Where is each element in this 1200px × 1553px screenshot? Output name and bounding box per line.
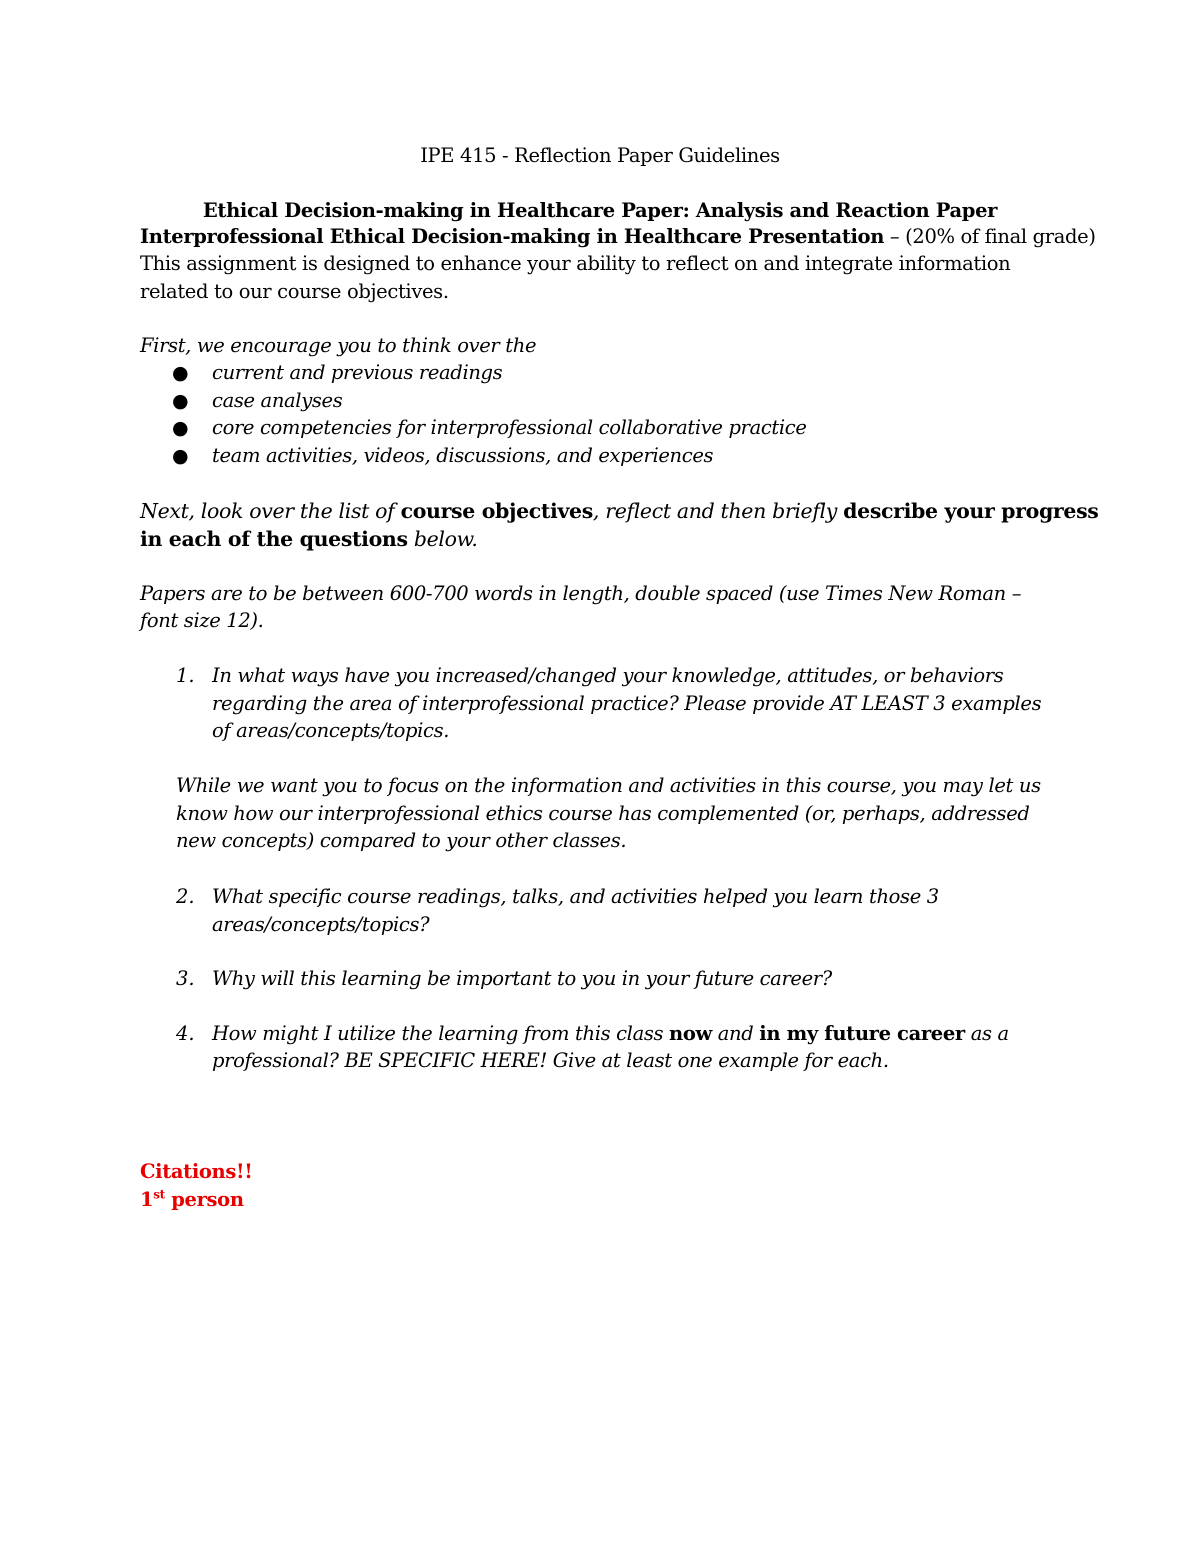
- bullet-item: case analyses: [212, 389, 343, 412]
- question-1-line-3: of areas/concepts/topics.: [212, 719, 450, 742]
- while-line-3: new concepts) compared to your other classes.: [176, 829, 627, 852]
- question-number: 3.: [176, 967, 195, 990]
- bullet-icon: ●: [172, 390, 189, 412]
- question-number: 4.: [176, 1022, 195, 1045]
- next-line-2: [140, 525, 478, 553]
- document-title: IPE 415 - Reflection Paper Guidelines: [420, 144, 780, 167]
- papers-line-1: Papers are to be between 600-700 words in length, double spaced (use Times New Roman –: [140, 582, 1022, 605]
- first-person-number: 1: [140, 1188, 154, 1211]
- question-1-line-2: regarding the area of interprofessional practice? Please provide AT LEAST 3 examples: [212, 692, 1042, 715]
- grade-weight: – (20% of final grade): [884, 225, 1096, 248]
- intro-line-1: This assignment is designed to enhance your ability to reflect on and integrate information: [140, 252, 1011, 275]
- first-lead: First, we encourage you to think over the: [140, 334, 537, 357]
- intro-line-2: related to our course objectives.: [140, 280, 449, 303]
- question-4-text: and: [711, 1022, 760, 1045]
- questions-emphasis: in each of the questions: [140, 527, 408, 551]
- question-4-line-1: [212, 1020, 1009, 1048]
- question-2-line-1: What specific course readings, talks, and activities helped you learn those 3: [212, 885, 939, 908]
- presentation-line: [140, 223, 1096, 251]
- bullet-item: current and previous readings: [212, 361, 503, 384]
- question-4-line-2: professional? BE SPECIFIC HERE! Give at least one example for each.: [212, 1049, 889, 1072]
- citations-note: Citations!!: [140, 1160, 253, 1183]
- first-person-note: [140, 1186, 244, 1214]
- question-number: 2.: [176, 885, 195, 908]
- next-line-1: [140, 497, 1098, 525]
- bullet-item: team activities, videos, discussions, and experiences: [212, 444, 714, 467]
- describe-progress-emphasis: describe your progress: [843, 499, 1099, 523]
- question-2-line-2: areas/concepts/topics?: [212, 913, 430, 936]
- bullet-item: core competencies for interprofessional collaborative practice: [212, 416, 807, 439]
- bullet-icon: ●: [172, 362, 189, 384]
- paper-subtitle: Ethical Decision-making in Healthcare Paper: Analysis and Reaction Paper: [202, 199, 998, 222]
- future-career-emphasis: in my future career: [759, 1022, 965, 1045]
- question-1-line-1: In what ways have you increased/changed your knowledge, attitudes, or behaviors: [212, 664, 1004, 687]
- papers-line-2: font size 12).: [140, 609, 264, 632]
- question-4-text: How might I utilize the learning from this class: [212, 1022, 670, 1045]
- bullet-icon: ●: [172, 417, 189, 439]
- bullet-icon: ●: [172, 445, 189, 467]
- while-line-2: know how our interprofessional ethics course has complemented (or, perhaps, addressed: [176, 802, 1030, 825]
- question-4-text: as a: [964, 1022, 1009, 1045]
- ordinal-suffix: st: [153, 1187, 165, 1202]
- first-person-word: person: [164, 1188, 244, 1211]
- while-line-1: While we want you to focus on the information and activities in this course, you may let us: [176, 774, 1041, 797]
- question-number: 1.: [176, 664, 195, 687]
- next-text: Next, look over the list of: [140, 499, 401, 523]
- presentation-title: Interprofessional Ethical Decision-making in Healthcare Presentation: [140, 225, 885, 248]
- next-text: below.: [407, 527, 478, 551]
- course-objectives-emphasis: course objectives: [400, 499, 593, 523]
- question-3-line-1: Why will this learning be important to you in your future career?: [212, 967, 832, 990]
- next-text: , reflect and then briefly: [592, 499, 844, 523]
- now-emphasis: now: [669, 1022, 712, 1045]
